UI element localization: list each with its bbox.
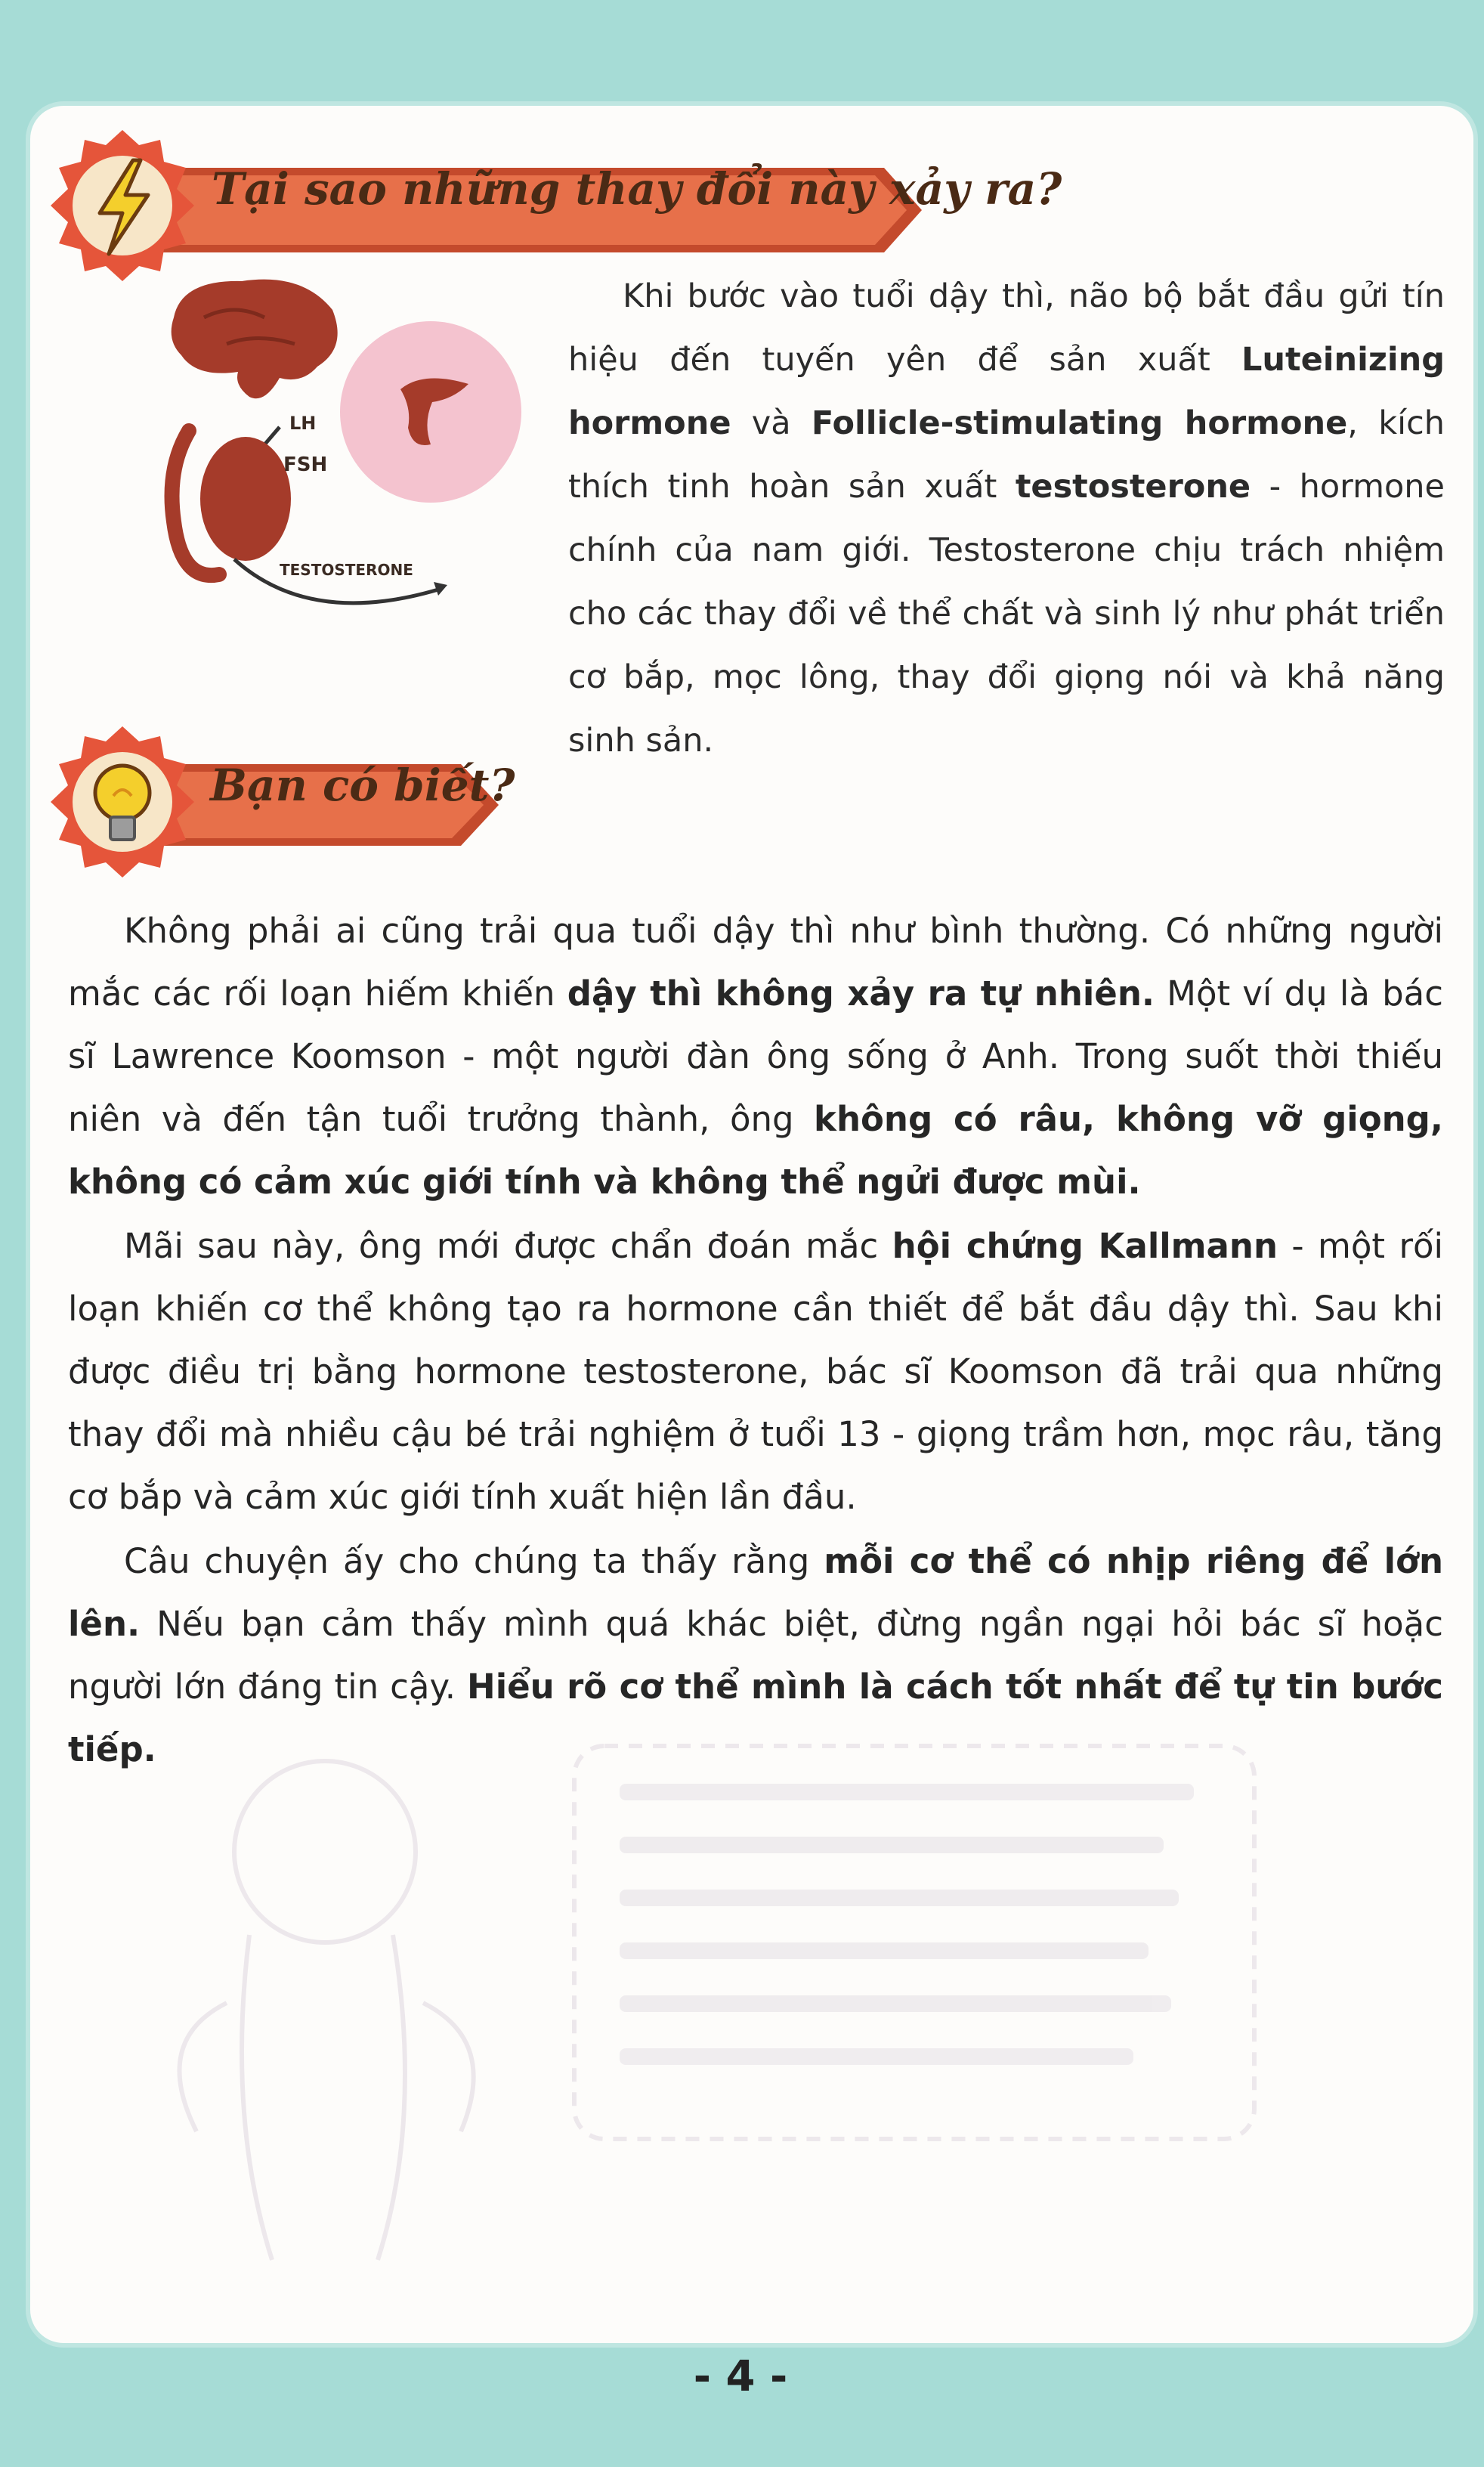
label-fsh: FSH: [283, 453, 328, 476]
diagram-graphic: [151, 272, 529, 635]
bold-text-run: testosterone: [1015, 468, 1251, 506]
section-heading: Tại sao những thay đổi này xảy ra?: [212, 163, 1062, 215]
bold-text-run: dậy thì không xảy ra tự nhiên.: [567, 973, 1155, 1014]
text-run: Nếu bạn cảm thấy mình quá khác biệt, đừng ngần ngại hỏi bác sĩ hoặc người lớn đáng tin cậy.: [68, 1604, 1443, 1707]
hormone-diagram: [151, 272, 529, 635]
section-banner-did-you-know: [38, 714, 515, 888]
text-run: - một rối loạn khiến cơ thể không tạo ra hormone cần thiết để bắt đầu dậy thì. Sau khi được điều trị bằng hormone testosterone, bác sĩ Koomson đã trải qua những thay đổi mà nhiều cậu bé trải nghiệm ở tuổi 13 - giọng trầm hơn, mọc râu, tăng cơ bắp và cảm xúc giới tính xuất hiện lần đầu.: [68, 1226, 1443, 1517]
bold-text-run: Luteinizing hormone: [568, 341, 1445, 442]
body-paragraph: [68, 899, 1443, 1213]
text-run: Khi bước vào tuổi dậy thì, não bộ bắt đầu gửi tín hiệu đến tuyến yên để sản xuất: [568, 277, 1445, 379]
body-paragraph: [68, 1215, 1443, 1528]
label-lh: LH: [289, 413, 317, 434]
intro-paragraph: [568, 265, 1445, 772]
text-run: Câu chuyện ấy cho chúng ta thấy rằng: [124, 1541, 824, 1581]
article-body: [68, 899, 1443, 1781]
text-run: Một ví dụ là bác sĩ Lawrence Koomson - một người đàn ông sống ở Anh. Trong suốt thời thiếu niên và đến tận tuổi trưởng thành, ông: [68, 973, 1443, 1139]
bold-text-run: hội chứng Kallmann: [892, 1226, 1278, 1266]
text-run: Mãi sau này, ông mới được chẩn đoán mắc: [124, 1226, 892, 1266]
bold-text-run: mỗi cơ thể có nhịp riêng để lớn lên.: [68, 1541, 1443, 1644]
bold-text-run: không có râu, không vỡ giọng, không có cảm xúc giới tính và không thể ngửi được mùi.: [68, 1099, 1443, 1202]
lightning-icon: [38, 121, 212, 295]
text-run: , kích thích tinh hoàn sản xuất: [568, 404, 1445, 506]
testis-shape: [200, 437, 291, 561]
pituitary-highlight: [340, 321, 521, 503]
page-number: - 4 -: [693, 2352, 788, 2401]
text-run: Không phải ai cũng trải qua tuổi dậy thì như bình thường. Có những người mắc các rối loạn hiếm khiến: [68, 911, 1443, 1014]
label-testosterone: TESTOSTERONE: [280, 561, 413, 579]
section-heading: Bạn có biết?: [210, 760, 515, 811]
body-paragraph: [68, 1530, 1443, 1781]
lightbulb-icon: [38, 714, 212, 888]
text-run: - hormone chính của nam giới. Testosterone chịu trách nhiệm cho các thay đổi về thể chất và sinh lý như phát triển cơ bắp, mọc lông, thay đổi giọng nói và khả năng sinh sản.: [568, 468, 1445, 760]
bold-text-run: Hiểu rõ cơ thể mình là cách tốt nhất để tự tin bước tiếp.: [68, 1667, 1443, 1769]
bold-text-run: Follicle-stimulating hormone: [811, 404, 1348, 442]
text-run: và: [731, 404, 812, 442]
